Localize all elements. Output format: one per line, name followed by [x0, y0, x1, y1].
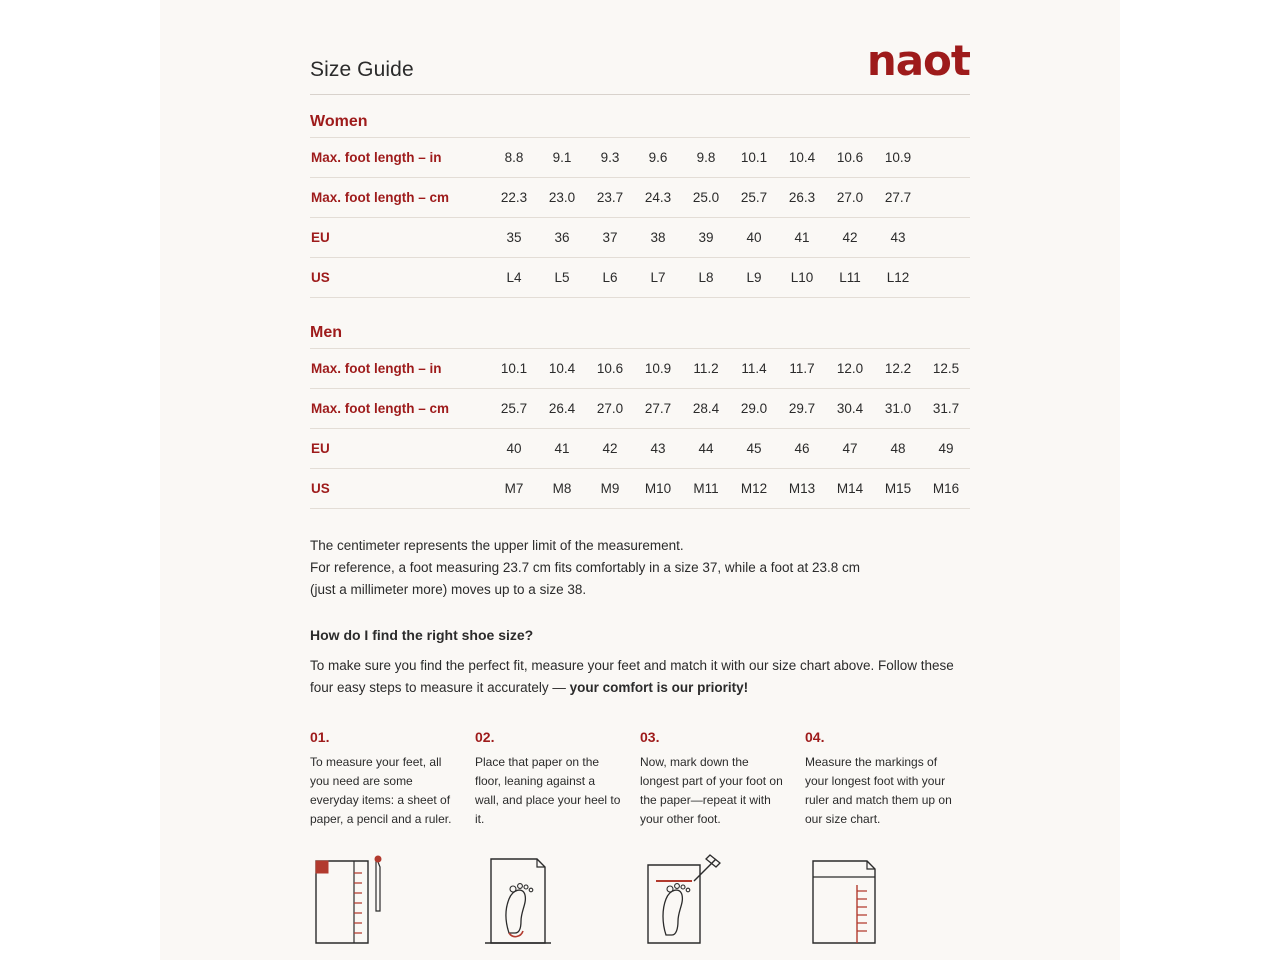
- cell: 29.7: [778, 389, 826, 429]
- cell: 10.1: [730, 138, 778, 178]
- measurement-note: [310, 535, 970, 601]
- cell: 48: [874, 429, 922, 469]
- note-line-3: (just a millimeter more) moves up to a size 38.: [310, 582, 587, 597]
- cell: 42: [586, 429, 634, 469]
- cell: 42: [826, 218, 874, 258]
- cell: 43: [634, 429, 682, 469]
- cell: 44: [682, 429, 730, 469]
- cell: 31.7: [922, 389, 970, 429]
- cell: 26.3: [778, 178, 826, 218]
- cell: M14: [826, 469, 874, 509]
- step-item: [640, 729, 805, 829]
- table-row: [310, 218, 970, 258]
- men-section-heading: Men: [310, 324, 342, 341]
- cell: 10.9: [874, 138, 922, 178]
- cell: 12.0: [826, 349, 874, 389]
- cell: 10.6: [586, 349, 634, 389]
- cell: 27.7: [874, 178, 922, 218]
- table-row: [310, 258, 970, 298]
- row-label: US: [310, 258, 490, 298]
- cell: 30.4: [826, 389, 874, 429]
- cell: 9.3: [586, 138, 634, 178]
- naot-logo: naot: [866, 36, 970, 85]
- howto-paragraph-emphasis: your comfort is our priority!: [569, 680, 749, 695]
- row-label: Max. foot length – in: [310, 349, 490, 389]
- cell: M9: [586, 469, 634, 509]
- foot-on-paper-icon: [475, 851, 640, 946]
- steps-list: [310, 729, 970, 829]
- step-number: 03.: [640, 729, 660, 745]
- cell: 11.2: [682, 349, 730, 389]
- step-text: Place that paper on the floor, leaning against a wall, and place your heel to it.: [475, 755, 621, 826]
- cell: 10.6: [826, 138, 874, 178]
- step-icon-4: [805, 851, 970, 946]
- cell: 40: [730, 218, 778, 258]
- steps-icons: [310, 851, 970, 946]
- note-line-1: The centimeter represents the upper limit of the measurement.: [310, 538, 684, 553]
- cell-empty: [922, 258, 970, 298]
- cell: 27.0: [586, 389, 634, 429]
- cell: 37: [586, 218, 634, 258]
- cell: M16: [922, 469, 970, 509]
- cell: 25.0: [682, 178, 730, 218]
- table-row: [310, 469, 970, 509]
- step-icon-1: [310, 851, 475, 946]
- cell: 23.0: [538, 178, 586, 218]
- page-title: Size Guide: [310, 58, 414, 81]
- cell: M11: [682, 469, 730, 509]
- step-number: 02.: [475, 729, 495, 745]
- step-number: 01.: [310, 729, 330, 745]
- cell: 49: [922, 429, 970, 469]
- table-row: [310, 178, 970, 218]
- step-number: 04.: [805, 729, 825, 745]
- cell: L11: [826, 258, 874, 298]
- cell: L6: [586, 258, 634, 298]
- content-container: [310, 26, 970, 946]
- cell: 8.8: [490, 138, 538, 178]
- row-label: Max. foot length – cm: [310, 178, 490, 218]
- cell-empty: [922, 178, 970, 218]
- cell: 23.7: [586, 178, 634, 218]
- marking-foot-icon: [640, 851, 805, 946]
- cell: L9: [730, 258, 778, 298]
- step-icon-2: [475, 851, 640, 946]
- cell: 11.4: [730, 349, 778, 389]
- row-label: US: [310, 469, 490, 509]
- table-row: [310, 429, 970, 469]
- cell: M8: [538, 469, 586, 509]
- cell: M7: [490, 469, 538, 509]
- step-text: Now, mark down the longest part of your foot on the paper—repeat it with your other foot.: [640, 755, 783, 826]
- paper-ruler-pencil-icon: [310, 851, 475, 946]
- cell: 41: [778, 218, 826, 258]
- howto-heading: How do I find the right shoe size?: [310, 627, 534, 643]
- cell: 10.1: [490, 349, 538, 389]
- cell: L12: [874, 258, 922, 298]
- howto-paragraph: [310, 655, 970, 699]
- cell: 29.0: [730, 389, 778, 429]
- cell: 36: [538, 218, 586, 258]
- cell: L7: [634, 258, 682, 298]
- cell: 31.0: [874, 389, 922, 429]
- row-label: Max. foot length – cm: [310, 389, 490, 429]
- cell: 9.8: [682, 138, 730, 178]
- cell: 41: [538, 429, 586, 469]
- men-size-table: [310, 348, 970, 509]
- cell: 9.6: [634, 138, 682, 178]
- cell: M13: [778, 469, 826, 509]
- cell: 47: [826, 429, 874, 469]
- cell: 40: [490, 429, 538, 469]
- cell: 22.3: [490, 178, 538, 218]
- cell: L8: [682, 258, 730, 298]
- cell: 27.0: [826, 178, 874, 218]
- step-item: [805, 729, 970, 829]
- row-label: EU: [310, 429, 490, 469]
- cell: 35: [490, 218, 538, 258]
- women-section-heading: Women: [310, 113, 368, 130]
- cell: 46: [778, 429, 826, 469]
- paper-measure-icon: [805, 851, 970, 946]
- cell: 9.1: [538, 138, 586, 178]
- cell: 39: [682, 218, 730, 258]
- cell: L5: [538, 258, 586, 298]
- cell: 26.4: [538, 389, 586, 429]
- cell: M15: [874, 469, 922, 509]
- header-divider: [310, 94, 970, 95]
- row-label: Max. foot length – in: [310, 138, 490, 178]
- women-size-table: [310, 137, 970, 298]
- howto-paragraph-text: To make sure you find the perfect fit, measure your feet and match it with our size chart above. Follow these four easy steps to measure it accurately —: [310, 658, 954, 695]
- row-label: EU: [310, 218, 490, 258]
- step-text: To measure your feet, all you need are some everyday items: a sheet of paper, a pencil and a ruler.: [310, 755, 452, 826]
- note-line-2: For reference, a foot measuring 23.7 cm fits comfortably in a size 37, while a foot at 23.8 cm: [310, 560, 861, 575]
- table-row: [310, 349, 970, 389]
- step-icon-3: [640, 851, 805, 946]
- cell: 12.5: [922, 349, 970, 389]
- cell-empty: [922, 138, 970, 178]
- step-item: [475, 729, 640, 829]
- cell: 45: [730, 429, 778, 469]
- cell: 11.7: [778, 349, 826, 389]
- cell: 10.4: [538, 349, 586, 389]
- size-guide-sheet: [160, 0, 1120, 960]
- cell-empty: [922, 218, 970, 258]
- cell: L4: [490, 258, 538, 298]
- cell: 25.7: [490, 389, 538, 429]
- cell: 12.2: [874, 349, 922, 389]
- cell: 43: [874, 218, 922, 258]
- cell: 27.7: [634, 389, 682, 429]
- cell: 25.7: [730, 178, 778, 218]
- cell: 24.3: [634, 178, 682, 218]
- cell: L10: [778, 258, 826, 298]
- cell: 38: [634, 218, 682, 258]
- cell: 10.9: [634, 349, 682, 389]
- cell: 28.4: [682, 389, 730, 429]
- cell: M12: [730, 469, 778, 509]
- step-text: Measure the markings of your longest foot with your ruler and match them up on our size chart.: [805, 755, 952, 826]
- cell: 10.4: [778, 138, 826, 178]
- table-row: [310, 138, 970, 178]
- table-row: [310, 389, 970, 429]
- cell: M10: [634, 469, 682, 509]
- header: [310, 26, 970, 84]
- step-item: [310, 729, 475, 829]
